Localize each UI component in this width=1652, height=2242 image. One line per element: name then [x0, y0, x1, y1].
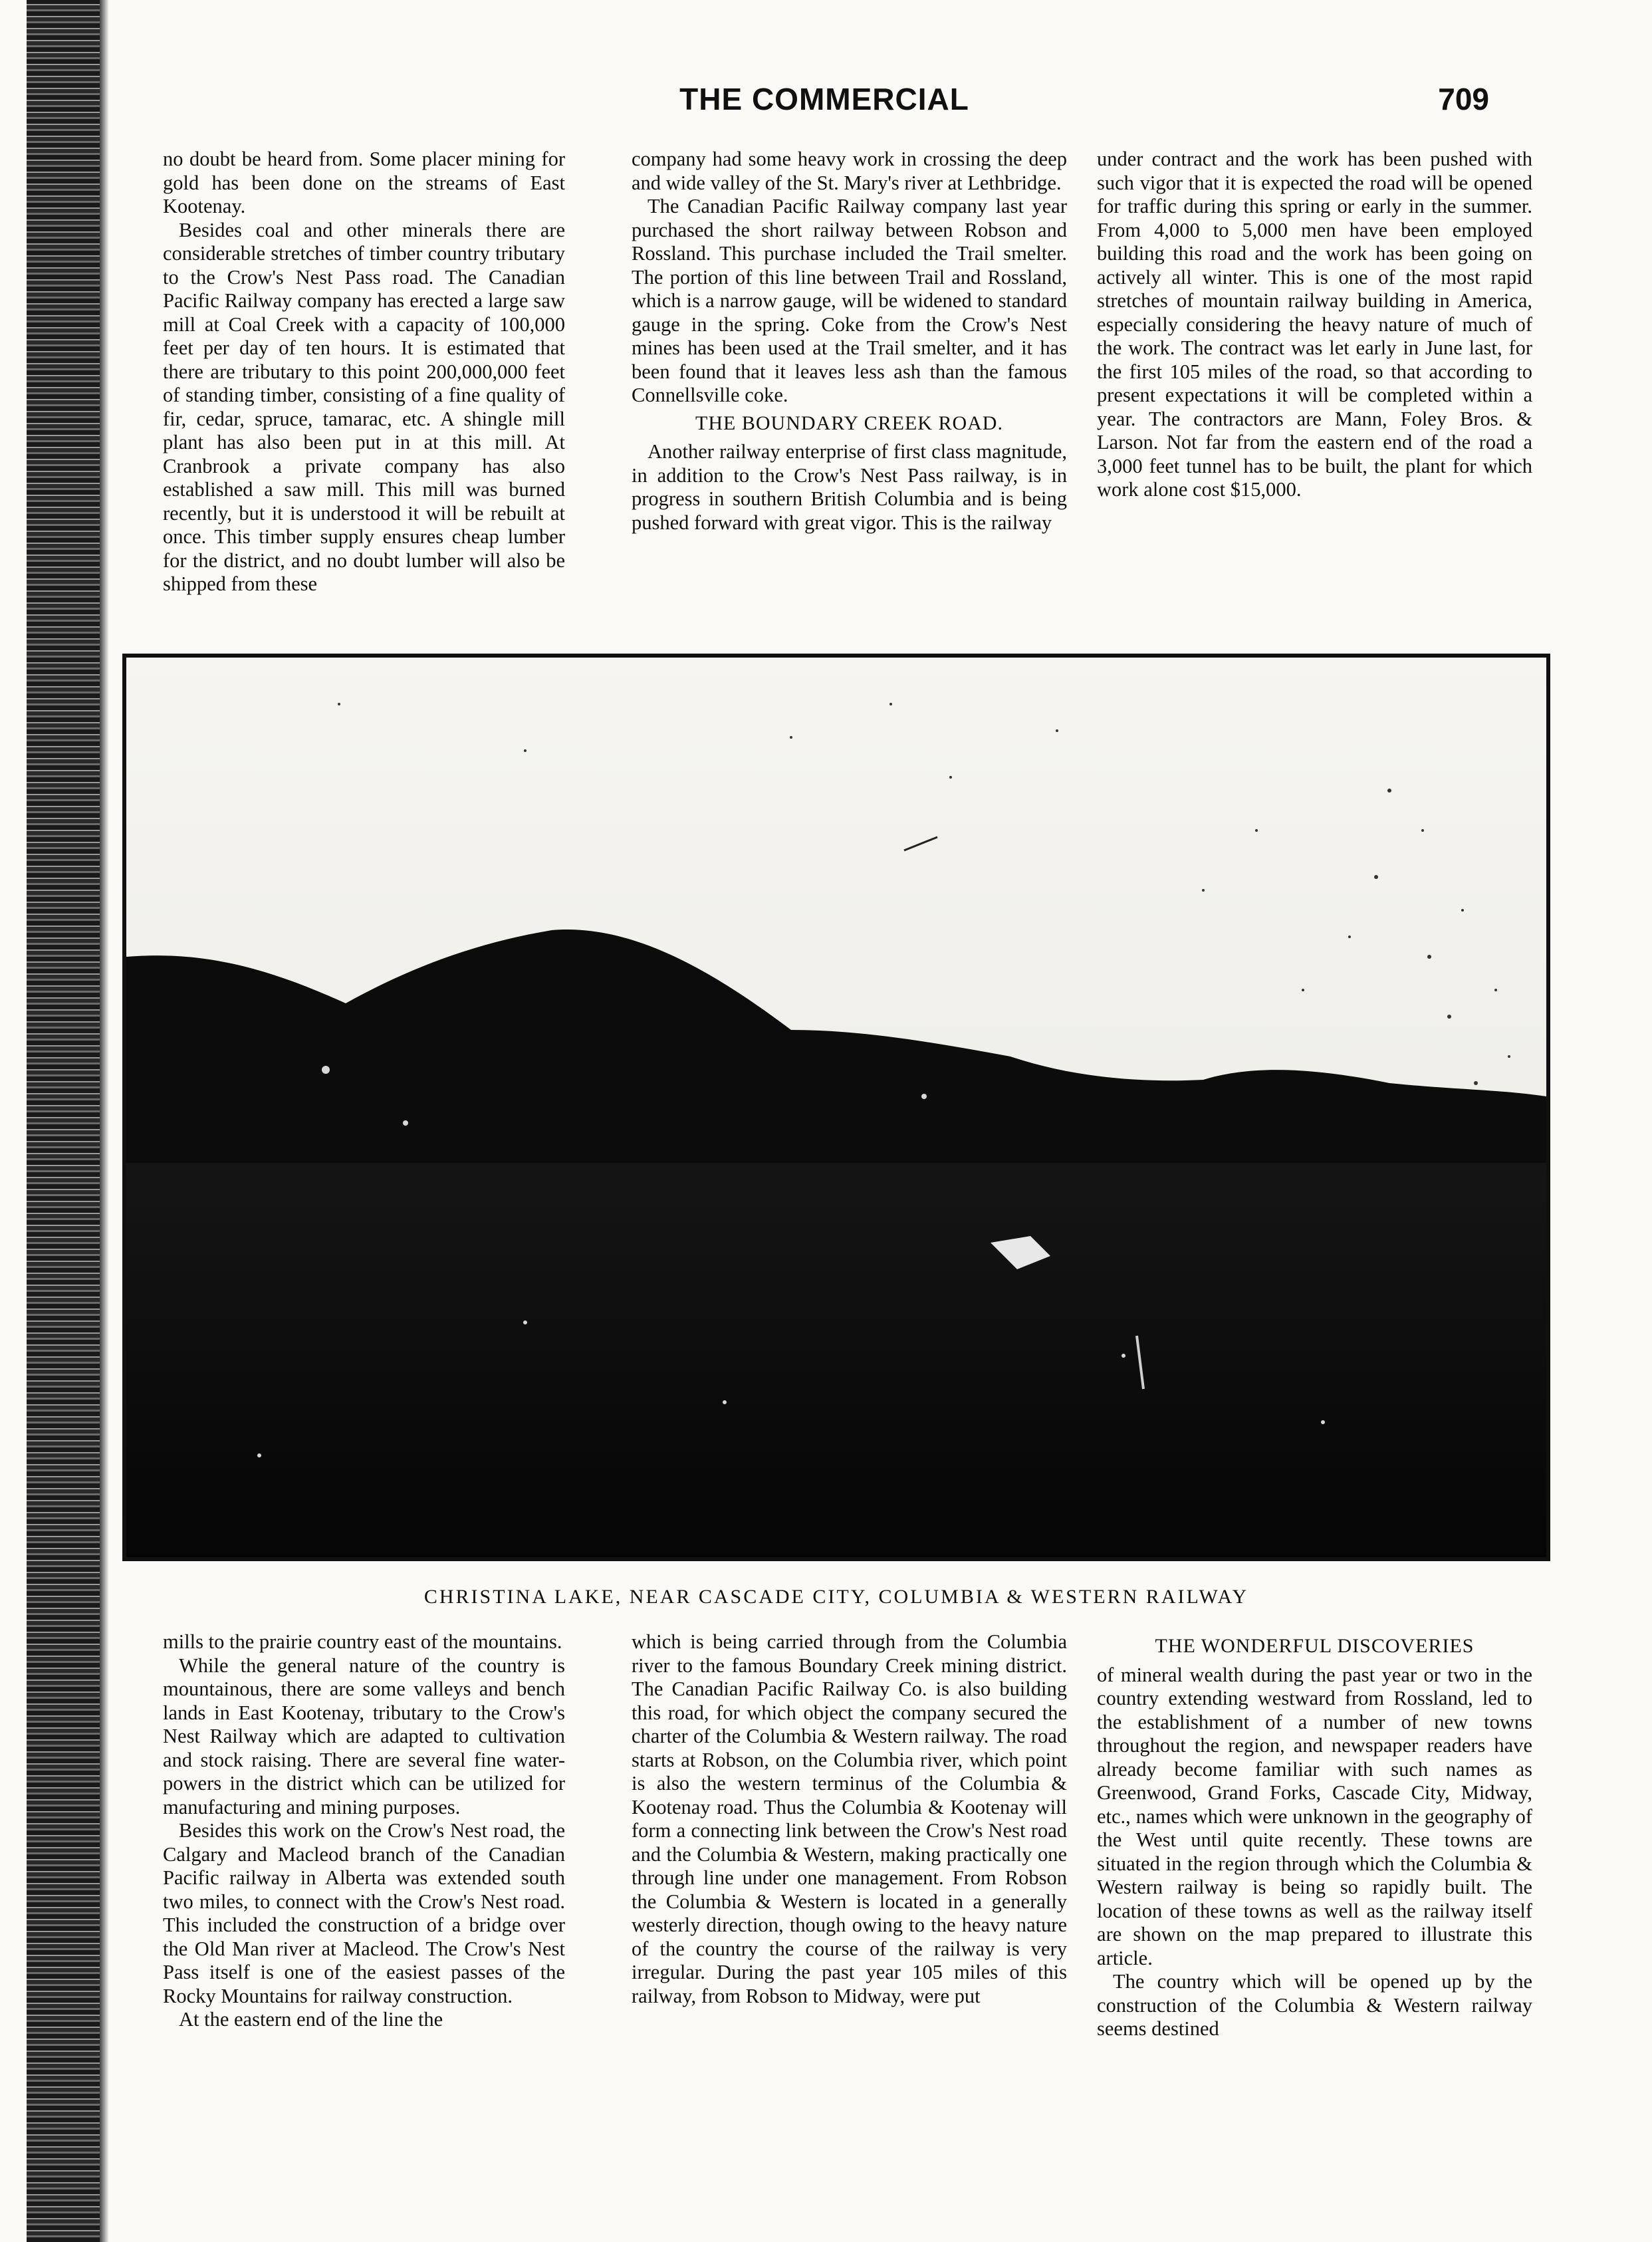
bottom-column-1 [163, 1630, 565, 2215]
paragraph: The Canadian Pacific Railway company last year purchased the short railway between Robson and Rossland. This purchase included the Trail smelter. The portion of this line between Trail and Rossland, which is a narrow gauge, will be widened to standard gauge in the spring. Coke from the Crow's Nest mines has been used at the Trail smelter, and it has been found that it leaves less ash than the famous Connellsville coke. [632, 195, 1067, 406]
photo-caption: CHRISTINA LAKE, NEAR CASCADE CITY, COLUMBIA & WESTERN RAILWAY [423, 1586, 1249, 1608]
page-binding-edge [27, 0, 100, 2242]
top-column-3 [1097, 148, 1532, 633]
paragraph: mills to the prairie country east of the mountains. [163, 1630, 562, 1653]
publication-title: THE COMMERCIAL [679, 82, 969, 116]
paragraph: Besides this work on the Crow's Nest road, the Calgary and Macleod branch of the Canadian Pacific railway in Alberta was extended south two miles, to connect with the Crow's Nest road. This included the construction of a bridge over the Old Man river at Macleod. The Crow's Nest Pass itself is one of the easiest passes of the Rocky Mountains for railway construction. [163, 1819, 565, 2007]
paragraph: no doubt be heard from. Some placer mining for gold has been done on the streams of East Kootenay. [163, 148, 565, 217]
paragraph: Besides coal and other minerals there are considerable stretches of timber country tributary to the Crow's Nest Pass road. The Canadian Pacific Railway company has erected a large saw mill at Coal Creek with a capacity of 100,000 feet per day of ten hours. It is estimated that there are tributary to this point 200,000,000 feet of standing timber, consisting of a fine quality of fir, cedar, spruce, tamarac, etc. A shingle mill plant has also been put in at this mill. At Cranbrook a private company has also established a saw mill. This mill was burned recently, but it is understood it will be rebuilt at once. This timber supply ensures cheap lumber for the district, and no doubt lumber will also be shipped from these [163, 218, 565, 595]
paragraph: The country which will be opened up by the construction of the Columbia & Western railway seems destined [1097, 1970, 1532, 2040]
paragraph: At the eastern end of the line the [179, 2008, 443, 2031]
paragraph: of mineral wealth during the past year or two in the country extending westward from Rossland, led to the establishment of a number of new towns throughout the region, and newspaper readers have already become familiar with such names as Greenwood, Grand Forks, Cascade City, Midway, etc., names which were unknown in the geography of the West until quite recently. These towns are situated in the region through which the Columbia & Western railway is being so rapidly built. The location of these towns as well as the railway itself are shown on the map prepared to illustrate this article. [1097, 1663, 1532, 1969]
bottom-column-2 [632, 1630, 1067, 2215]
landscape-photograph [122, 654, 1550, 1561]
paragraph: While the general nature of the country is mountainous, there are some valleys and bench lands in East Kootenay, tributary to the Crow's Nest Railway which are adapted to cultivation and stock raising. There are several fine water-powers in the district which can be utilized for manufacturing and mining purposes. [163, 1654, 565, 1818]
page-number: 709 [1438, 82, 1489, 116]
paragraph: which is being carried through from the Columbia river to the famous Boundary Creek mining district. The Canadian Pacific Railway Co. is also building this road, for which object the company secured the charter of the Columbia & Western railway. The road starts at Robson, on the Columbia river, which point is also the western terminus of the Columbia & Kootenay road. Thus the Columbia & Kootenay will form a connecting link between the Crow's Nest road and the Columbia & Western, making practically one through line under one management. From Robson the Columbia & Western is located in a generally westerly direction, though owing to the heavy nature of the country the course of the railway is very irregular. During the past year 105 miles of this railway, from Robson to Midway, were put [632, 1630, 1067, 2007]
top-column-1 [163, 148, 565, 633]
bottom-column-3 [1097, 1630, 1532, 2215]
page-header [160, 81, 1489, 134]
paragraph: Another railway enterprise of first class magnitude, in addition to the Crow's Nest Pass railway, is in progress in southern British Columbia and is being pushed forward with great vigor. This is the railway [632, 440, 1067, 534]
paragraph: company had some heavy work in crossing the deep and wide valley of the St. Mary's river at Lethbridge. [632, 148, 1067, 194]
section-heading: THE WONDERFUL DISCOVERIES [1155, 1635, 1475, 1657]
photo-illustration [126, 658, 1546, 1557]
binding-shadow [100, 0, 109, 2242]
paragraph: under contract and the work has been pushed with such vigor that it is expected the road will be opened for traffic during this spring or early in the summer. From 4,000 to 5,000 men have been employed building this road and the work has been going on actively all winter. This is one of the most rapid stretches of mountain railway building in America, especially considering the heavy nature of much of the work. The contract was let early in June last, for the first 105 miles of the road, so that according to present expectations it will be completed within a year. The contractors are Mann, Foley Bros. & Larson. Not far from the eastern end of the road a 3,000 feet tunnel has to be built, the plant for which work alone cost $15,000. [1097, 148, 1532, 501]
top-column-2 [632, 148, 1067, 633]
section-heading: THE BOUNDARY CREEK ROAD. [695, 412, 1003, 434]
